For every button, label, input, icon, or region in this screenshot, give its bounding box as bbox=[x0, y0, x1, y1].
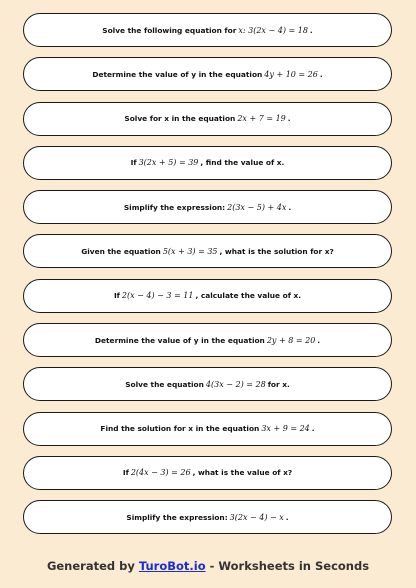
question-math: 2y + 8 = 20 bbox=[266, 335, 316, 345]
footer bbox=[0, 559, 416, 573]
question-math: 2(3x − 5) + 4x bbox=[227, 202, 287, 212]
question-box-3 bbox=[23, 102, 392, 136]
question-box-1 bbox=[23, 13, 392, 47]
question-text: If bbox=[130, 158, 137, 168]
question-text: Determine the value of y in the equation bbox=[94, 335, 265, 345]
question-text: Find the solution for x in the equation bbox=[100, 424, 260, 434]
question-math: 3(2x − 4) − x bbox=[229, 512, 284, 522]
question-math: 5(x + 3) = 35 bbox=[162, 246, 218, 256]
question-box-11 bbox=[23, 456, 392, 490]
question-ending: . bbox=[287, 114, 291, 124]
question-text: Solve the following equation for bbox=[102, 25, 237, 35]
question-text: Determine the value of y in the equation bbox=[92, 69, 263, 79]
question-box-2 bbox=[23, 57, 392, 91]
question-math: 3(2x + 5) = 39 bbox=[138, 158, 199, 168]
question-ending: . bbox=[309, 25, 313, 35]
question-text: If bbox=[113, 291, 120, 301]
question-text: Solve the equation bbox=[125, 379, 204, 389]
question-text: If bbox=[122, 468, 129, 478]
question-math: 2(x − 4) − 3 = 11 bbox=[121, 291, 194, 301]
question-ending: . bbox=[285, 512, 289, 522]
question-math: x: 3(2x − 4) = 18 bbox=[238, 25, 308, 35]
footer-suffix: - Worksheets in Seconds bbox=[209, 559, 370, 573]
question-box-10 bbox=[23, 412, 392, 446]
question-ending: , what is the solution for x? bbox=[219, 246, 334, 256]
question-ending: , find the value of x. bbox=[200, 158, 285, 168]
question-math: 2(4x − 3) = 26 bbox=[130, 468, 191, 478]
question-math: 4y + 10 = 26 bbox=[264, 69, 318, 79]
question-ending: . bbox=[311, 424, 315, 434]
question-box-7 bbox=[23, 279, 392, 313]
question-text: Simplify the expression: bbox=[126, 512, 228, 522]
question-ending: . bbox=[317, 335, 321, 345]
question-box-6 bbox=[23, 234, 392, 268]
question-text: Simplify the expression: bbox=[123, 202, 226, 212]
question-ending: . bbox=[319, 69, 323, 79]
question-math: 4(3x − 2) = 28 bbox=[205, 379, 266, 389]
question-text: Solve for x in the equation bbox=[124, 114, 236, 124]
question-math: 3x + 9 = 24 bbox=[261, 424, 310, 434]
question-ending: , calculate the value of x. bbox=[195, 291, 302, 301]
worksheet bbox=[23, 13, 392, 545]
question-box-9 bbox=[23, 367, 392, 401]
footer-prefix: Generated by bbox=[46, 559, 135, 573]
question-ending: for x. bbox=[267, 379, 290, 389]
question-ending: , what is the value of x? bbox=[192, 468, 293, 478]
question-box-12 bbox=[23, 500, 392, 534]
question-box-5 bbox=[23, 190, 392, 224]
question-ending: . bbox=[288, 202, 292, 212]
question-math: 2x + 7 = 19 bbox=[237, 114, 286, 124]
question-box-8 bbox=[23, 323, 392, 357]
question-text: Given the equation bbox=[81, 246, 161, 256]
question-box-4 bbox=[23, 146, 392, 180]
turobot-link[interactable]: TuroBot.io bbox=[138, 559, 206, 573]
